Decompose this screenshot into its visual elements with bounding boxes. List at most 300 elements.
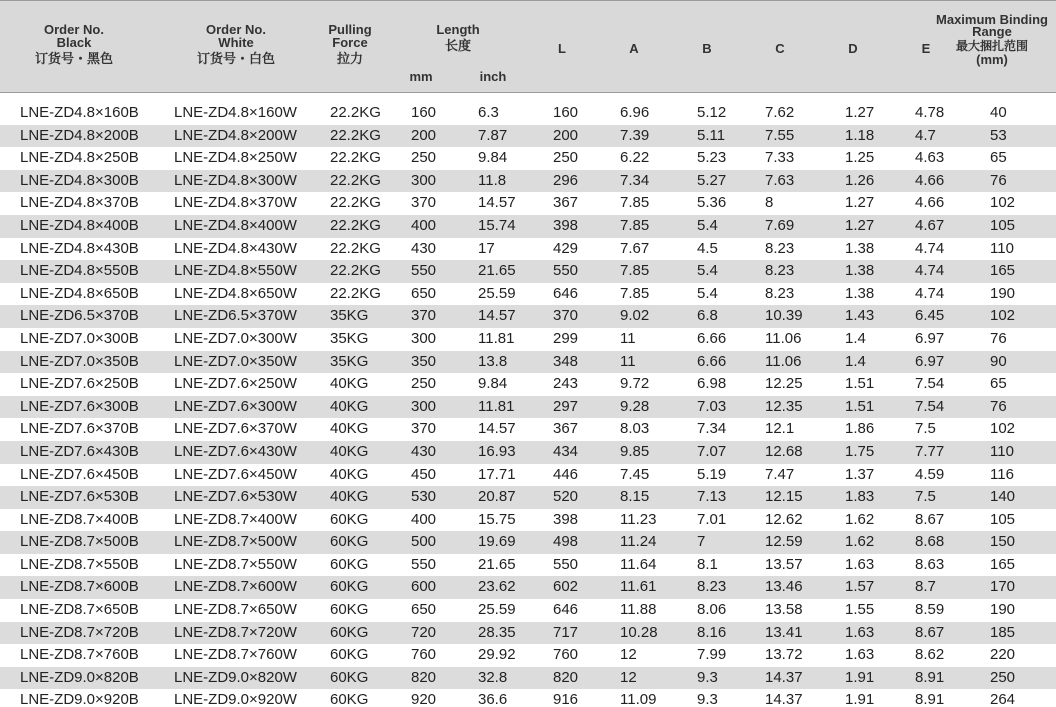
cell-e: 4.67 — [915, 216, 945, 234]
cell-order-black: LNE-ZD4.8×200B — [20, 126, 139, 144]
cell-length-inch: 16.93 — [478, 442, 516, 460]
cell-binding-range: 102 — [990, 194, 1016, 212]
cell-length-mm: 720 — [411, 623, 437, 641]
cell-order-black: LNE-ZD8.7×550B — [20, 555, 139, 573]
cell-order-black: LNE-ZD7.6×530B — [20, 488, 139, 506]
cell-order-black: LNE-ZD8.7×400B — [20, 510, 139, 528]
cell-length-inch: 17 — [478, 239, 495, 257]
header-length-inch: inch — [479, 69, 507, 84]
cell-length-inch: 7.87 — [478, 126, 508, 144]
cell-length-inch: 11.81 — [478, 329, 515, 347]
cell-a: 10.28 — [620, 623, 658, 641]
cell-pulling-force: 22.2KG — [330, 239, 381, 257]
cell-b: 7.03 — [697, 397, 727, 415]
cell-c: 8.23 — [765, 284, 795, 302]
cell-a: 7.67 — [620, 239, 650, 257]
cell-pulling-force: 60KG — [330, 533, 369, 551]
cell-length-mm: 430 — [411, 239, 437, 257]
cell-l: 299 — [553, 329, 579, 347]
cell-binding-range: 105 — [990, 216, 1016, 234]
cell-length-mm: 160 — [411, 104, 437, 121]
cell-a: 11.24 — [620, 533, 657, 551]
cell-length-mm: 760 — [411, 646, 437, 664]
cell-order-black: LNE-ZD8.7×500B — [20, 533, 139, 551]
cell-b: 9.3 — [697, 668, 718, 686]
cell-a: 9.72 — [620, 375, 650, 393]
cell-length-mm: 250 — [411, 149, 437, 167]
table-row — [0, 260, 1056, 283]
cell-l: 646 — [553, 601, 579, 619]
cell-l: 550 — [553, 555, 579, 573]
cell-c: 7.69 — [765, 216, 795, 234]
cell-c: 12.35 — [765, 397, 803, 415]
cell-binding-range: 76 — [990, 397, 1007, 415]
table-row — [0, 599, 1056, 622]
cell-length-mm: 550 — [411, 262, 437, 280]
cell-order-white: LNE-ZD7.6×370W — [174, 420, 297, 438]
cell-e: 8.63 — [915, 555, 945, 573]
cell-d: 1.91 — [845, 668, 875, 686]
cell-pulling-force: 35KG — [330, 352, 369, 370]
header-order-black-line1: Order No. — [44, 22, 104, 37]
cell-pulling-force: 22.2KG — [330, 216, 381, 234]
cell-order-black: LNE-ZD4.8×250B — [20, 149, 139, 167]
cell-pulling-force: 40KG — [330, 465, 369, 483]
cell-e: 8.7 — [915, 578, 936, 596]
table-row — [0, 689, 1056, 707]
cell-binding-range: 76 — [990, 171, 1007, 189]
header-pulling-force-zh: 拉力 — [336, 51, 363, 66]
header-order-white-line2: White — [218, 35, 254, 50]
cell-length-mm: 650 — [411, 284, 437, 302]
cell-d: 1.38 — [845, 284, 875, 302]
cell-l: 296 — [553, 171, 579, 189]
cell-length-inch: 11.81 — [478, 397, 515, 415]
header-pulling-force — [318, 23, 382, 67]
cell-pulling-force: 60KG — [330, 691, 369, 707]
table-header — [0, 0, 1056, 93]
header-length-zh: 长度 — [444, 38, 471, 53]
cell-e: 7.5 — [915, 420, 936, 438]
cell-b: 8.16 — [697, 623, 727, 641]
cell-order-white: LNE-ZD8.7×650W — [174, 601, 297, 619]
cell-l: 916 — [553, 691, 579, 707]
cell-b: 5.12 — [697, 104, 727, 121]
cell-d: 1.4 — [845, 329, 866, 347]
cell-order-white: LNE-ZD4.8×200W — [174, 126, 297, 144]
cell-b: 6.66 — [697, 329, 727, 347]
cell-e: 8.67 — [915, 510, 945, 528]
header-L: L — [558, 41, 566, 56]
cell-e: 8.59 — [915, 601, 945, 619]
cell-order-black: LNE-ZD6.5×370B — [20, 307, 139, 325]
table-row — [0, 576, 1056, 599]
cell-length-inch: 29.92 — [478, 646, 516, 664]
cell-length-mm: 650 — [411, 601, 437, 619]
cell-length-inch: 20.87 — [478, 488, 516, 506]
cell-d: 1.63 — [845, 646, 875, 664]
cell-order-white: LNE-ZD7.6×430W — [174, 442, 297, 460]
cell-pulling-force: 22.2KG — [330, 262, 381, 280]
cell-e: 7.54 — [915, 375, 945, 393]
cell-a: 12 — [620, 646, 637, 664]
cell-b: 7.99 — [697, 646, 727, 664]
cell-binding-range: 116 — [990, 465, 1014, 483]
cell-a: 11.64 — [620, 555, 657, 573]
cell-b: 5.19 — [697, 465, 727, 483]
header-order-white-line1: Order No. — [206, 22, 266, 37]
cell-order-black: LNE-ZD8.7×650B — [20, 601, 139, 619]
cell-length-mm: 500 — [411, 533, 437, 551]
cell-e: 8.68 — [915, 533, 945, 551]
cell-a: 11.23 — [620, 510, 657, 528]
cell-c: 7.62 — [765, 104, 795, 121]
cell-c: 7.55 — [765, 126, 795, 144]
cell-order-white: LNE-ZD8.7×400W — [174, 510, 297, 528]
cell-c: 12.62 — [765, 510, 803, 528]
cell-l: 760 — [553, 646, 579, 664]
cell-order-black: LNE-ZD7.6×430B — [20, 442, 139, 460]
header-order-white-zh: 订货号・白色 — [196, 51, 275, 66]
cell-a: 9.02 — [620, 307, 650, 325]
cell-order-white: LNE-ZD7.6×300W — [174, 397, 297, 415]
cell-b: 9.3 — [697, 691, 718, 707]
cell-l: 160 — [553, 104, 579, 121]
cell-length-mm: 300 — [411, 329, 437, 347]
cell-length-inch: 19.69 — [478, 533, 516, 551]
cell-c: 12.15 — [765, 488, 803, 506]
cell-order-white: LNE-ZD4.8×400W — [174, 216, 297, 234]
cell-d: 1.27 — [845, 104, 875, 121]
cell-binding-range: 140 — [990, 488, 1016, 506]
cell-a: 7.45 — [620, 465, 650, 483]
cell-a: 7.34 — [620, 171, 650, 189]
table-row — [0, 125, 1056, 148]
cell-l: 429 — [553, 239, 579, 257]
cell-length-inch: 15.74 — [478, 216, 516, 234]
cell-pulling-force: 60KG — [330, 555, 369, 573]
cell-order-white: LNE-ZD8.7×550W — [174, 555, 297, 573]
cell-c: 12.68 — [765, 442, 803, 460]
cell-binding-range: 65 — [990, 149, 1007, 167]
cell-order-white: LNE-ZD4.8×430W — [174, 239, 297, 257]
cell-b: 8.1 — [697, 555, 718, 573]
cell-binding-range: 90 — [990, 352, 1007, 370]
cell-c: 7.33 — [765, 149, 795, 167]
header-binding-zh: 最大捆扎范围 — [955, 39, 1028, 53]
cell-e: 4.74 — [915, 284, 945, 302]
cell-order-white: LNE-ZD4.8×300W — [174, 171, 297, 189]
cell-b: 5.23 — [697, 149, 727, 167]
cell-length-inch: 14.57 — [478, 420, 516, 438]
cell-d: 1.51 — [845, 375, 875, 393]
cell-length-inch: 25.59 — [478, 284, 516, 302]
cell-order-white: LNE-ZD9.0×920W — [174, 691, 297, 707]
cell-d: 1.25 — [845, 149, 875, 167]
cell-d: 1.62 — [845, 510, 875, 528]
cell-order-black: LNE-ZD8.7×760B — [20, 646, 139, 664]
cell-a: 6.22 — [620, 149, 650, 167]
table-row — [0, 170, 1056, 193]
table-row — [0, 373, 1056, 396]
cell-binding-range: 110 — [990, 442, 1014, 460]
cell-l: 602 — [553, 578, 579, 596]
cell-l: 200 — [553, 126, 579, 144]
cell-length-mm: 430 — [411, 442, 437, 460]
cell-a: 12 — [620, 668, 637, 686]
cell-a: 9.85 — [620, 442, 650, 460]
cell-binding-range: 65 — [990, 375, 1007, 393]
table-row — [0, 554, 1056, 577]
table-row — [0, 147, 1056, 170]
cell-binding-range: 185 — [990, 623, 1016, 641]
cell-l: 297 — [553, 397, 579, 415]
cell-e: 4.78 — [915, 104, 945, 121]
cell-length-mm: 600 — [411, 578, 437, 596]
cell-pulling-force: 40KG — [330, 488, 369, 506]
cell-c: 7.63 — [765, 171, 795, 189]
cell-b: 5.4 — [697, 262, 718, 280]
cell-order-white: LNE-ZD4.8×650W — [174, 284, 297, 302]
cell-c: 13.72 — [765, 646, 803, 664]
cell-length-mm: 370 — [411, 194, 437, 212]
cell-order-black: LNE-ZD7.6×370B — [20, 420, 139, 438]
cell-l: 820 — [553, 668, 579, 686]
cell-l: 398 — [553, 510, 579, 528]
cell-b: 6.66 — [697, 352, 727, 370]
table-row — [0, 192, 1056, 215]
table-row — [0, 418, 1056, 441]
table-row — [0, 441, 1056, 464]
cell-order-white: LNE-ZD7.0×350W — [174, 352, 297, 370]
cell-e: 4.74 — [915, 239, 945, 257]
cell-pulling-force: 40KG — [330, 420, 369, 438]
cell-pulling-force: 40KG — [330, 375, 369, 393]
cell-binding-range: 170 — [990, 578, 1016, 596]
cell-binding-range: 250 — [990, 668, 1016, 686]
cell-order-black: LNE-ZD7.6×450B — [20, 465, 139, 483]
header-pulling-force-line2: Force — [332, 35, 368, 50]
cell-b: 6.8 — [697, 307, 718, 325]
cell-length-mm: 920 — [411, 691, 437, 707]
cell-b: 8.06 — [697, 601, 727, 619]
cell-pulling-force: 22.2KG — [330, 194, 381, 212]
cell-length-mm: 400 — [411, 510, 437, 528]
cell-l: 520 — [553, 488, 579, 506]
cell-order-black: LNE-ZD4.8×300B — [20, 171, 139, 189]
cell-order-black: LNE-ZD4.8×400B — [20, 216, 139, 234]
cell-length-inch: 14.57 — [478, 307, 516, 325]
cell-a: 8.15 — [620, 488, 650, 506]
cell-binding-range: 165 — [990, 555, 1016, 573]
cell-a: 6.96 — [620, 104, 650, 121]
header-binding-line1: Maximum Binding — [936, 12, 1048, 27]
cell-order-black: LNE-ZD4.8×160B — [20, 104, 139, 121]
cell-length-mm: 300 — [411, 397, 437, 415]
cell-pulling-force: 40KG — [330, 442, 369, 460]
cell-length-inch: 9.84 — [478, 375, 508, 393]
cell-pulling-force: 35KG — [330, 307, 369, 325]
cell-d: 1.38 — [845, 239, 875, 257]
cell-b: 5.4 — [697, 216, 718, 234]
cell-e: 8.67 — [915, 623, 945, 641]
cell-l: 446 — [553, 465, 579, 483]
cell-order-black: LNE-ZD9.0×820B — [20, 668, 139, 686]
cell-order-black: LNE-ZD7.6×300B — [20, 397, 139, 415]
header-B: B — [702, 41, 712, 56]
cell-order-black: LNE-ZD4.8×430B — [20, 239, 139, 257]
cell-b: 7 — [697, 533, 706, 551]
cell-length-mm: 450 — [411, 465, 437, 483]
cell-order-white: LNE-ZD8.7×720W — [174, 623, 297, 641]
cell-c: 13.41 — [765, 623, 803, 641]
cell-a: 7.85 — [620, 194, 650, 212]
cell-order-black: LNE-ZD4.8×650B — [20, 284, 139, 302]
header-order-black — [20, 23, 128, 67]
cell-binding-range: 165 — [990, 262, 1016, 280]
cell-b: 6.98 — [697, 375, 727, 393]
header-A: A — [629, 41, 639, 56]
cell-c: 14.37 — [765, 691, 803, 707]
cell-e: 7.77 — [915, 442, 945, 460]
cell-length-inch: 17.71 — [478, 465, 516, 483]
cell-order-white: LNE-ZD4.8×370W — [174, 194, 297, 212]
cell-l: 348 — [553, 352, 579, 370]
table-body — [0, 102, 1056, 707]
cell-d: 1.86 — [845, 420, 875, 438]
cell-length-mm: 820 — [411, 668, 437, 686]
cell-length-mm: 530 — [411, 488, 437, 506]
cell-length-inch: 21.65 — [478, 262, 516, 280]
cell-pulling-force: 40KG — [330, 397, 369, 415]
cell-d: 1.38 — [845, 262, 875, 280]
header-binding-unit: (mm) — [976, 52, 1008, 67]
cell-d: 1.4 — [845, 352, 866, 370]
header-pulling-force-line1: Pulling — [328, 22, 372, 37]
table-row — [0, 328, 1056, 351]
table-row — [0, 305, 1056, 328]
cell-a: 11.88 — [620, 601, 657, 619]
cell-pulling-force: 60KG — [330, 646, 369, 664]
cell-a: 7.85 — [620, 216, 650, 234]
cell-a: 9.28 — [620, 397, 650, 415]
cell-binding-range: 105 — [990, 510, 1016, 528]
cell-length-inch: 32.8 — [478, 668, 508, 686]
cell-length-inch: 9.84 — [478, 149, 508, 167]
cell-d: 1.26 — [845, 171, 875, 189]
cell-d: 1.51 — [845, 397, 875, 415]
cell-order-black: LNE-ZD8.7×600B — [20, 578, 139, 596]
cell-order-white: LNE-ZD8.7×500W — [174, 533, 297, 551]
cell-e: 7.54 — [915, 397, 945, 415]
cell-length-mm: 200 — [411, 126, 437, 144]
cell-pulling-force: 60KG — [330, 601, 369, 619]
cell-b: 7.07 — [697, 442, 727, 460]
table-row — [0, 238, 1056, 261]
cell-e: 6.97 — [915, 329, 945, 347]
cell-length-inch: 36.6 — [478, 691, 508, 707]
cell-pulling-force: 22.2KG — [330, 171, 381, 189]
cell-length-inch: 28.35 — [478, 623, 516, 641]
cell-d: 1.55 — [845, 601, 875, 619]
cell-b: 8.23 — [697, 578, 727, 596]
header-order-black-zh: 订货号・黑色 — [34, 51, 113, 66]
cell-length-mm: 370 — [411, 307, 437, 325]
cell-binding-range: 190 — [990, 601, 1016, 619]
cell-e: 6.97 — [915, 352, 945, 370]
cell-c: 11.06 — [765, 329, 802, 347]
cell-order-white: LNE-ZD8.7×760W — [174, 646, 297, 664]
cell-a: 7.39 — [620, 126, 650, 144]
table-row — [0, 283, 1056, 306]
cell-c: 7.47 — [765, 465, 795, 483]
header-binding-range — [930, 14, 1054, 66]
cell-l: 370 — [553, 307, 579, 325]
cell-a: 7.85 — [620, 284, 650, 302]
cell-b: 4.5 — [697, 239, 718, 257]
cell-a: 11 — [620, 352, 636, 370]
cell-order-white: LNE-ZD6.5×370W — [174, 307, 297, 325]
cell-b: 5.11 — [697, 126, 726, 144]
cell-pulling-force: 35KG — [330, 329, 369, 347]
cell-length-mm: 550 — [411, 555, 437, 573]
cell-e: 8.91 — [915, 691, 945, 707]
cell-d: 1.37 — [845, 465, 875, 483]
table-row — [0, 351, 1056, 374]
table-row — [0, 644, 1056, 667]
cell-order-white: LNE-ZD7.6×530W — [174, 488, 297, 506]
cell-binding-range: 76 — [990, 329, 1007, 347]
cell-order-white: LNE-ZD4.8×160W — [174, 104, 297, 121]
cell-b: 7.13 — [697, 488, 727, 506]
cell-c: 8.23 — [765, 239, 795, 257]
table-row — [0, 486, 1056, 509]
header-order-black-line2: Black — [56, 35, 92, 50]
cell-l: 243 — [553, 375, 579, 393]
table-row — [0, 396, 1056, 419]
header-length-line1: Length — [436, 22, 480, 37]
header-order-white — [182, 23, 290, 67]
table-row — [0, 667, 1056, 690]
cell-c: 8.23 — [765, 262, 795, 280]
cell-order-white: LNE-ZD4.8×250W — [174, 149, 297, 167]
cell-length-inch: 14.57 — [478, 194, 516, 212]
cell-l: 250 — [553, 149, 579, 167]
cell-binding-range: 264 — [990, 691, 1016, 707]
cell-c: 12.25 — [765, 375, 803, 393]
cell-order-white: LNE-ZD7.0×300W — [174, 329, 297, 347]
header-binding-line2: Range — [972, 24, 1012, 39]
cell-d: 1.91 — [845, 691, 875, 707]
cell-length-inch: 11.8 — [478, 171, 507, 189]
cell-order-black: LNE-ZD9.0×920B — [20, 691, 139, 707]
cell-order-white: LNE-ZD4.8×550W — [174, 262, 297, 280]
cell-length-inch: 15.75 — [478, 510, 516, 528]
cell-d: 1.27 — [845, 194, 875, 212]
cell-binding-range: 40 — [990, 104, 1007, 121]
cell-c: 12.1 — [765, 420, 795, 438]
cell-e: 4.59 — [915, 465, 945, 483]
cell-l: 550 — [553, 262, 579, 280]
cell-c: 8 — [765, 194, 774, 212]
cell-c: 10.39 — [765, 307, 803, 325]
table-row — [0, 622, 1056, 645]
cell-d: 1.62 — [845, 533, 875, 551]
cell-l: 367 — [553, 194, 579, 212]
cell-binding-range: 102 — [990, 307, 1016, 325]
cell-b: 7.34 — [697, 420, 727, 438]
table-row — [0, 464, 1056, 487]
